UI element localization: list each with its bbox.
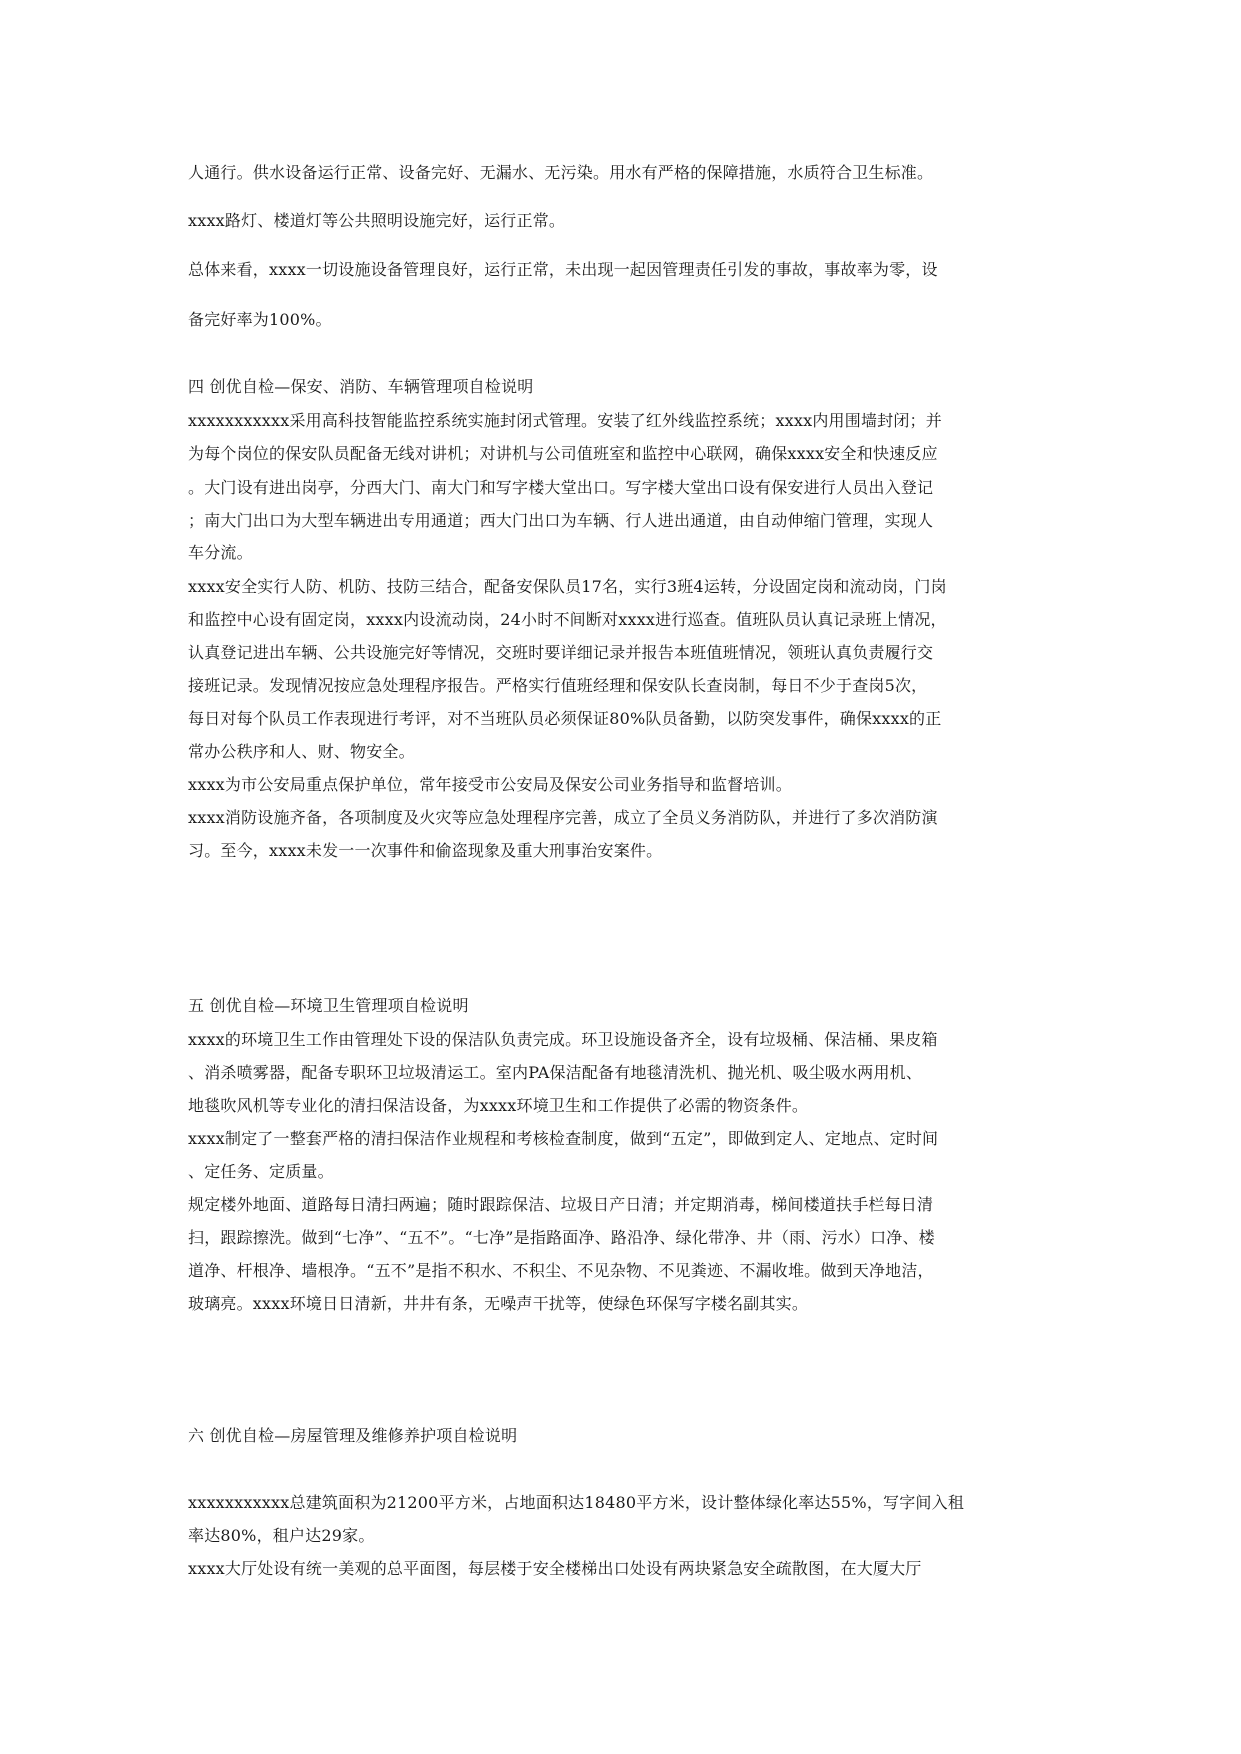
paragraph-line: 总体来看，xxxx一切设施设备管理良好，运行正常，未出现一起因管理责任引发的事故，事故率为零，设 xyxy=(188,260,938,279)
paragraph-line: ；南大门出口为大型车辆进出专用通道；西大门出口为车辆、行人进出通道，由自动伸缩门管理，实现人 xyxy=(188,511,934,530)
paragraph-line: xxxx制定了一整套严格的清扫保洁作业规程和考核检查制度，做到“五定”，即做到定人、定地点、定时间 xyxy=(188,1129,939,1148)
paragraph-line: xxxx大厅处设有统一美观的总平面图，每层楼于安全楼梯出口处设有两块紧急安全疏散图，在大厦大厅 xyxy=(188,1559,922,1578)
paragraph-line: 。大门设有进出岗亭，分西大门、南大门和写字楼大堂出口。写字楼大堂出口设有保安进行人员出入登记 xyxy=(188,478,934,497)
paragraph-line: 扫，跟踪擦洗。做到“七净”、“五不”。“七净”是指路面净、路沿净、绿化带净、井（雨、污水）口净、楼 xyxy=(188,1228,935,1247)
paragraph-line: 为每个岗位的保安队员配备无线对讲机；对讲机与公司值班室和监控中心联网，确保xxxx安全和快速反应 xyxy=(188,444,938,463)
paragraph-line: xxxx消防设施齐备，各项制度及火灾等应急处理程序完善，成立了全员义务消防队，并进行了多次消防演 xyxy=(188,808,938,827)
paragraph-line: 和监控中心设有固定岗，xxxx内设流动岗，24小时不间断对xxxx进行巡查。值班队员认真记录班上情况， xyxy=(188,610,947,629)
paragraph-line: xxxxxxxxxxx采用高科技智能监控系统实施封闭式管理。安装了红外线监控系统；xxxx内用围墙封闭；并 xyxy=(188,411,942,430)
paragraph-line: 地毯吹风机等专业化的清扫保洁设备，为xxxx环境卫生和工作提供了必需的物资条件。 xyxy=(188,1096,809,1115)
paragraph-line: xxxx路灯、楼道灯等公共照明设施完好，运行正常。 xyxy=(188,211,566,230)
paragraph-line: 认真登记进出车辆、公共设施完好等情况，交班时要详细记录并报告本班值班情况，领班认真负责履行交 xyxy=(188,643,934,662)
paragraph-line: 、定任务、定质量。 xyxy=(188,1162,334,1181)
paragraph-line: 接班记录。发现情况按应急处理程序报告。严格实行值班经理和保安队长查岗制，每日不少于查岗5次， xyxy=(188,676,928,695)
section-heading: 五 创优自检—环境卫生管理项自检说明 xyxy=(188,996,469,1015)
section-heading: 四 创优自检—保安、消防、车辆管理项自检说明 xyxy=(188,377,534,396)
paragraph-line: xxxxxxxxxxx总建筑面积为21200平方米，占地面积达18480平方米，设计整体绿化率达55%，写字间入租 xyxy=(188,1493,965,1512)
paragraph-line: xxxx为市公安局重点保护单位，常年接受市公安局及保安公司业务指导和监督培训。 xyxy=(188,775,792,794)
paragraph-line: xxxx的环境卫生工作由管理处下设的保洁队负责完成。环卫设施设备齐全，设有垃圾桶、保洁桶、果皮箱 xyxy=(188,1030,938,1049)
paragraph-line: 人通行。供水设备运行正常、设备完好、无漏水、无污染。用水有严格的保障措施，水质符合卫生标准。 xyxy=(188,163,934,182)
paragraph-line: 备完好率为100%。 xyxy=(188,310,332,329)
paragraph-line: 车分流。 xyxy=(188,543,253,562)
paragraph-line: 规定楼外地面、道路每日清扫两遍；随时跟踪保洁、垃圾日产日清；并定期消毒，梯间楼道扶手栏每日清 xyxy=(188,1195,934,1214)
paragraph-line: 、消杀喷雾器，配备专职环卫垃圾清运工。室内PA保洁配备有地毯清洗机、抛光机、吸尘吸水两用机、 xyxy=(188,1063,923,1082)
paragraph-line: 道净、杆根净、墙根净。“五不”是指不积水、不积尘、不见杂物、不见粪迹、不漏收堆。做到天净地洁， xyxy=(188,1261,934,1280)
paragraph-line: 率达80%，租户达29家。 xyxy=(188,1526,375,1545)
paragraph-line: 习。至今，xxxx未发一一次事件和偷盗现象及重大刑事治安案件。 xyxy=(188,841,663,860)
paragraph-line: 常办公秩序和人、财、物安全。 xyxy=(188,742,415,761)
paragraph-line: xxxx安全实行人防、机防、技防三结合，配备安保队员17名，实行3班4运转，分设固定岗和流动岗，门岗 xyxy=(188,577,947,596)
paragraph-line: 每日对每个队员工作表现进行考评，对不当班队员必须保证80%队员备勤，以防突发事件，确保xxxx的正 xyxy=(188,709,942,728)
paragraph-line: 玻璃亮。xxxx环境日日清新，井井有条，无噪声干扰等，使绿色环保写字楼名副其实。 xyxy=(188,1294,809,1313)
section-heading: 六 创优自检—房屋管理及维修养护项自检说明 xyxy=(188,1426,518,1445)
